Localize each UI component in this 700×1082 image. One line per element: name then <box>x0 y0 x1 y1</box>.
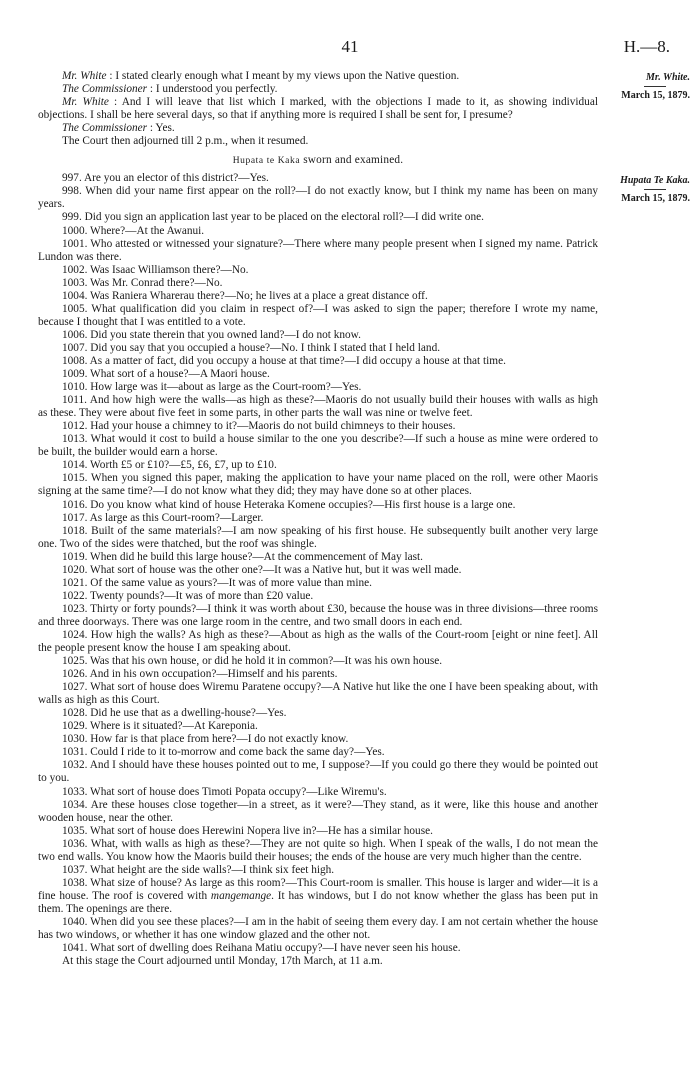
opening-paragraph <box>38 122 598 135</box>
speaker-text: The Court then adjourned till 2 p.m., when it resumed. <box>62 135 309 148</box>
question-paragraph: 1001. Who attested or witnessed your signature?—There where many people present when I signed my name. Patrick Lundon was there. <box>38 237 598 263</box>
opening-paragraph <box>38 135 598 148</box>
margin-note-name: Mr. White. <box>646 72 690 83</box>
witness-heading-rest: sworn and examined. <box>300 154 404 167</box>
question-paragraph: 997. Are you an elector of this district?—Yes. <box>62 172 269 185</box>
page-number: 41 <box>341 37 359 56</box>
opening-paragraph <box>38 83 598 96</box>
margin-rule <box>644 86 666 87</box>
margin-note-date: March 15, 1879. <box>621 90 690 101</box>
question-text: 1038. What size of house? As large as this room?—This Court-room is smaller. This house is larger and wider—it is a fine house. The roof is covered with <box>38 876 598 902</box>
question-paragraph: 1030. How far is that place from here?—I do not exactly know. <box>62 733 349 746</box>
question-paragraph: 1041. What sort of dwelling does Reihana Matiu occupy?—I have never seen his house. <box>62 942 461 955</box>
examination-questions <box>38 172 598 955</box>
witness-heading <box>38 154 598 168</box>
question-paragraph: 1021. Of the same value as yours?—It was of more value than mine. <box>62 576 372 589</box>
question-paragraph: 1029. Where is it situated?—At Kareponia. <box>62 720 258 733</box>
margin-note-name: Hupata Te Kaka. <box>620 175 690 186</box>
question-paragraph: 1034. Are these houses close together—in a street, as it were?—They stand, as it were, like this house and another wooden house, near the other. <box>38 798 598 824</box>
speaker-text: : I stated clearly enough what I meant by my views upon the Native question. <box>106 70 460 82</box>
witness-name: Hupata te Kaka <box>232 156 301 167</box>
page-header <box>0 37 700 59</box>
question-paragraph: 1002. Was Isaac Williamson there?—No. <box>62 263 249 276</box>
question-paragraph: 1016. Do you know what kind of house Heteraka Komene occupies?—His first house is a large one. <box>62 498 516 511</box>
question-paragraph: 1026. And in his own occupation?—Himself and his parents. <box>62 668 338 681</box>
question-paragraph <box>38 877 598 916</box>
opening-exchange <box>38 70 598 148</box>
question-paragraph: 1022. Twenty pounds?—It was of more than £20 value. <box>62 589 314 602</box>
question-paragraph: 1005. What qualification did you claim in respect of?—I was asked to sign the paper; therefore I wrote my name, because I thought that I was entitled to a vote. <box>38 302 598 328</box>
question-paragraph: 1018. Built of the same materials?—I am now speaking of his first house. He subsequently built another very large one. Two of the sides were thatched, but the roof was shingle. <box>38 524 598 550</box>
speaker-text: : I understood you perfectly. <box>147 83 278 96</box>
question-paragraph: 1007. Did you say that you occupied a house?—No. I think I stated that I held land. <box>62 341 441 354</box>
question-paragraph: 1015. When you signed this paper, making the application to have your name placed on the roll, were other Maoris signing at the same time?—I do not know what they did; they may have done so at other places. <box>38 472 598 498</box>
document-body <box>38 70 598 968</box>
opening-paragraph <box>38 96 598 122</box>
question-paragraph: 1010. How large was it—about as large as the Court-room?—Yes. <box>62 381 362 394</box>
closing-line: At this stage the Court adjourned until Monday, 17th March, at 11 a.m. <box>62 955 383 968</box>
question-paragraph: 1013. What would it cost to build a house similar to the one you describe?—If such a house as mine were ordered to be built, the builder would earn a horse. <box>38 433 598 459</box>
question-paragraph: 1017. As large as this Court-room?—Larger. <box>62 511 264 524</box>
speaker-name: The Commissioner <box>62 122 148 135</box>
margin-note-hupata <box>604 175 690 205</box>
opening-paragraph <box>38 70 598 83</box>
document-reference: H.—8. <box>623 37 670 56</box>
speaker-name: Mr. White <box>62 70 107 82</box>
question-paragraph: 1000. Where?—At the Awanui. <box>62 224 205 237</box>
question-paragraph: 1006. Did you state therein that you owned land?—I do not know. <box>62 328 361 341</box>
question-paragraph: 1036. What, with walls as high as these?—They are not quite so high. When I speak of the walls, I do not mean the two end walls. You know how the Maoris build their houses; the ends of the house are very much higher than the centre. <box>38 837 598 863</box>
question-paragraph: 998. When did your name first appear on the roll?—I do not exactly know, but I think my name has been on many years. <box>38 185 598 211</box>
question-paragraph: 1023. Thirty or forty pounds?—I think it was worth about £30, because the house was in three divisions—three rooms and three doorways. There was one large room in the centre, and two small doors in each end. <box>38 602 598 628</box>
speaker-name: Mr. White <box>62 96 109 109</box>
question-paragraph: 1014. Worth £5 or £10?—£5, £6, £7, up to £10. <box>62 459 277 472</box>
question-text: . It has windows, but I do not know whether the glass has been put in them. The openings are there. <box>38 889 599 915</box>
question-paragraph: 1040. When did you see these places?—I am in the habit of seeing them every day. I am not certain whether the house has two windows, or whether it has one window glazed and the other not. <box>38 916 598 942</box>
margin-rule <box>644 189 666 190</box>
question-paragraph: 1024. How high the walls? As high as these?—About as high as the walls of the Court-room [eight or nine feet]. All the people present know the house I am speaking about. <box>38 628 598 655</box>
speaker-text: : Yes. <box>147 122 175 135</box>
question-paragraph: 1035. What sort of house does Herewini Nopera live in?—He has a similar house. <box>62 824 433 837</box>
question-paragraph: 1028. Did he use that as a dwelling-house?—Yes. <box>62 707 287 720</box>
margin-note-white <box>604 72 690 102</box>
question-paragraph: 1025. Was that his own house, or did he hold it in common?—It was his own house. <box>62 655 443 668</box>
question-paragraph: 1020. What sort of house was the other one?—It was a Native hut, but it was well made. <box>62 563 462 576</box>
question-paragraph: 1008. As a matter of fact, did you occupy a house at that time?—I did occupy a house at that time. <box>62 354 506 367</box>
question-paragraph: 1031. Could I ride to it to-morrow and come back the same day?—Yes. <box>62 746 385 759</box>
speaker-text: : And I will leave that list which I marked, with the objections I made to it, as showing individual objections. I shall be here several days, so that if anything more is required I shall be sent for, I presume? <box>38 96 598 122</box>
question-paragraph: 1032. And I should have these houses pointed out to me, I suppose?—If you could go there they would be pointed out to you. <box>38 759 598 785</box>
question-paragraph: 1019. When did he build this large house?—At the commencement of May last. <box>62 550 424 563</box>
question-paragraph: 1004. Was Raniera Wharerau there?—No; he lives at a place a great distance off. <box>62 289 428 302</box>
emphasis-term: mangemange <box>210 889 272 902</box>
question-paragraph: 1012. Had your house a chimney to it?—Maoris do not build chimneys to their houses. <box>62 420 456 433</box>
question-paragraph: 1009. What sort of a house?—A Maori house. <box>62 368 270 381</box>
speaker-name: The Commissioner <box>62 83 148 96</box>
question-paragraph: 1011. And how high were the walls—as high as these?—Maoris do not usually build their houses with walls as high as these. They were about five feet in some parts, in other parts the wall was nine or twelve feet. <box>38 394 598 420</box>
question-paragraph: 999. Did you sign an application last year to be placed on the electoral roll?—I did write one. <box>62 211 484 224</box>
question-paragraph: 1033. What sort of house does Timoti Popata occupy?—Like Wiremu's. <box>62 785 387 798</box>
question-paragraph: 1003. Was Mr. Conrad there?—No. <box>62 276 223 289</box>
margin-note-date: March 15, 1879. <box>621 193 690 204</box>
question-paragraph: 1027. What sort of house does Wiremu Paratene occupy?—A Native hut like the one I have been speaking about, with walls as high as this Court. <box>38 681 598 707</box>
question-paragraph: 1037. What height are the side walls?—I think six feet high. <box>62 863 335 876</box>
